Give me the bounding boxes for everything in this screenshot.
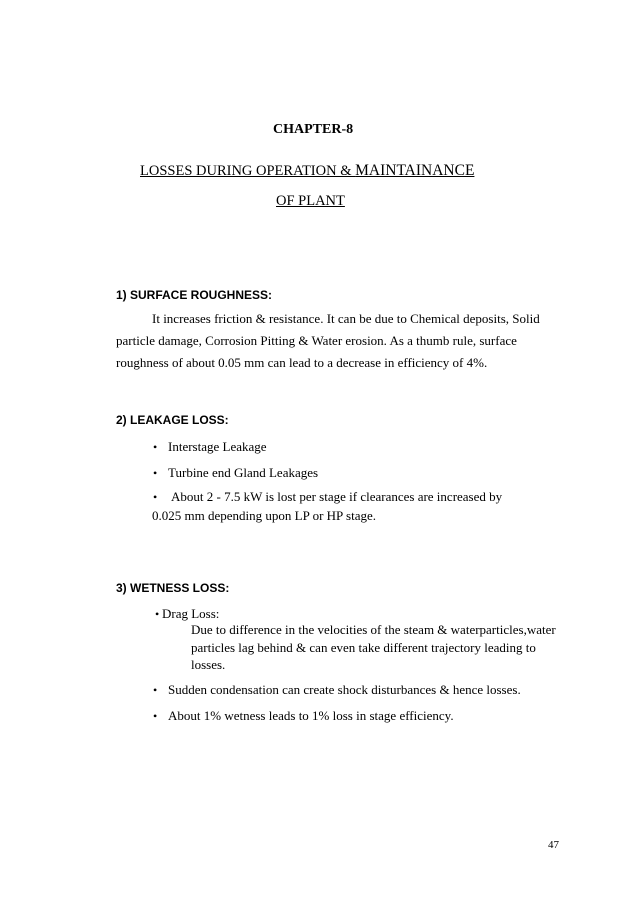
bullet-icon: • (153, 709, 158, 723)
paragraph-line: roughness of about 0.05 mm can lead to a decrease in efficiency of 4%. (116, 355, 488, 370)
list-item: Turbine end Gland Leakages (168, 465, 319, 480)
section-heading-leakage-loss: 2) LEAKAGE LOSS: (116, 413, 229, 427)
paragraph-line: Due to difference in the velocities of the steam & waterparticles,water (191, 622, 556, 637)
paragraph-line: particles lag behind & can even take different trajectory leading to (191, 640, 536, 655)
bullet-icon: • (155, 607, 160, 621)
paragraph-line: particle damage, Corrosion Pitting & Water erosion. As a thumb rule, surface (116, 333, 517, 348)
chapter-heading: CHAPTER-8 (273, 122, 354, 137)
page-title-part-b: MAINTAINANCE (355, 162, 475, 179)
list-item: Interstage Leakage (168, 439, 267, 454)
drag-loss-label: Drag Loss: (162, 606, 220, 621)
page-title-part-a: LOSSES DURING OPERATION & (140, 163, 356, 179)
page-number: 47 (548, 839, 559, 851)
list-item: About 2 - 7.5 kW is lost per stage if clearances are increased by (171, 489, 503, 504)
bullet-icon: • (153, 440, 158, 454)
bullet-icon: • (153, 683, 158, 697)
list-item: Sudden condensation can create shock disturbances & hence losses. (168, 682, 521, 697)
paragraph-line: It increases friction & resistance. It can be due to Chemical deposits, Solid (152, 311, 540, 326)
bullet-icon: • (153, 466, 158, 480)
list-item: About 1% wetness leads to 1% loss in stage efficiency. (168, 708, 454, 723)
list-item-continuation: 0.025 mm depending upon LP or HP stage. (152, 508, 376, 523)
section-heading-wetness-loss: 3) WETNESS LOSS: (116, 581, 230, 595)
bullet-icon: • (153, 490, 158, 504)
section-heading-surface-roughness: 1) SURFACE ROUGHNESS: (116, 288, 273, 302)
paragraph-line: losses. (191, 657, 226, 672)
page-title-line2: OF PLANT (276, 193, 345, 209)
page-title-line1 (140, 162, 474, 180)
